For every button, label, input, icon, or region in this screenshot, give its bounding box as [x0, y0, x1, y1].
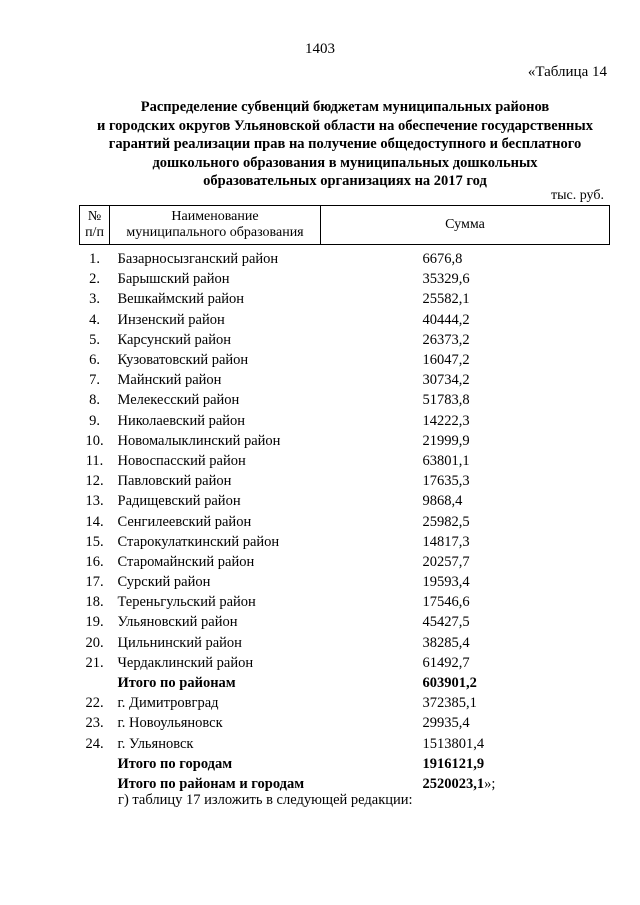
row-name: Радищевский район [117, 493, 241, 510]
header-name [110, 206, 321, 245]
row-name: Николаевский район [117, 412, 246, 429]
table-row [80, 612, 610, 632]
row-name: Сурский район [117, 574, 211, 591]
row-sum: 40444,2 [422, 311, 470, 328]
header-name-line2: муниципального образования [126, 225, 304, 240]
table-row [80, 310, 610, 330]
row-number: 15. [85, 533, 104, 550]
total-label: Итого по районам [117, 675, 236, 692]
row-number: 11. [85, 452, 104, 469]
row-sum: 17635,3 [422, 473, 470, 490]
row-sum: 19593,4 [422, 574, 470, 591]
title-line: и городских округов Ульяновской области на обеспечение государственных [96, 117, 593, 134]
document-title [60, 98, 630, 191]
row-number: 20. [85, 634, 104, 651]
row-number: 8. [89, 392, 100, 409]
table-row [80, 350, 610, 370]
total-sum [321, 673, 610, 693]
table-label: «Таблица 14 [527, 64, 607, 80]
table-row [80, 633, 610, 653]
table-body [80, 245, 610, 795]
total-sum-value: 2520023,1 [422, 775, 485, 792]
footer-note: г) таблицу 17 изложить в следующей редакции: [118, 792, 413, 808]
total-number-empty [80, 673, 110, 693]
total-sum-value: 603901,2 [422, 675, 477, 692]
row-name: Цильнинский район [117, 634, 242, 651]
row-number: 3. [89, 291, 100, 308]
row-name: Чердаклинский район [117, 654, 254, 671]
total-row [80, 754, 610, 774]
row-name: Сенгилеевский район [117, 513, 252, 530]
row-number: 22. [85, 695, 104, 712]
row-name: Кузоватовский район [117, 352, 249, 369]
row-sum: 25982,5 [422, 513, 470, 530]
row-name: Павловский район [117, 473, 232, 490]
row-number: 12. [85, 473, 104, 490]
table-row [80, 289, 610, 309]
row-name: г. Димитровград [117, 695, 219, 712]
row-name: г. Новоульяновск [117, 715, 223, 732]
row-number: 1. [89, 251, 100, 268]
row-number: 13. [85, 493, 104, 510]
row-number: 7. [89, 372, 100, 389]
row-sum: 35329,6 [422, 271, 470, 288]
row-name: Барышский район [117, 271, 230, 288]
row-number: 10. [85, 432, 104, 449]
header-number-line2: п/п [85, 225, 104, 240]
row-number: 21. [85, 654, 104, 671]
row-sum: 30734,2 [422, 372, 470, 389]
closing-quote: »; [484, 775, 496, 792]
row-sum: 1513801,4 [422, 735, 485, 752]
table-row [80, 245, 610, 270]
row-number: 19. [85, 614, 104, 631]
row-sum: 63801,1 [422, 452, 470, 469]
row-number: 5. [89, 331, 100, 348]
table-row [80, 511, 610, 531]
row-sum: 38285,4 [422, 634, 470, 651]
row-name: Карсунский район [117, 331, 232, 348]
row-name: Инзенский район [117, 311, 225, 328]
row-name: Вешкаймский район [117, 291, 245, 308]
row-number: 16. [85, 553, 104, 570]
row-sum: 45427,5 [422, 614, 470, 631]
row-sum: 20257,7 [422, 553, 470, 570]
table-row [80, 693, 610, 713]
table-row [80, 713, 610, 733]
table-row [80, 491, 610, 511]
row-sum: 17546,6 [422, 594, 470, 611]
table-row [80, 431, 610, 451]
row-number: 17. [85, 574, 104, 591]
table-row [80, 653, 610, 673]
title-line: образовательных организациях на 2017 год [203, 173, 487, 189]
row-sum: 372385,1 [422, 695, 477, 712]
table-row [80, 269, 610, 289]
row-number: 14. [85, 513, 104, 530]
row-sum: 51783,8 [422, 392, 470, 409]
total-label: Итого по городам [117, 755, 233, 772]
row-sum: 25582,1 [422, 291, 470, 308]
row-name: г. Ульяновск [117, 735, 194, 752]
table-row [80, 592, 610, 612]
row-name: Ульяновский район [117, 614, 238, 631]
total-row [80, 673, 610, 693]
table-header-row [80, 206, 610, 245]
table-row [80, 330, 610, 350]
row-sum: 16047,2 [422, 352, 470, 369]
units-label: тыс. руб. [551, 188, 604, 203]
table-row [80, 411, 610, 431]
total-label: Итого по районам и городам [117, 775, 305, 792]
row-name: Мелекесский район [117, 392, 240, 409]
row-number: 2. [89, 271, 100, 288]
table-row [80, 734, 610, 754]
total-sum-value: 1916121,9 [422, 755, 485, 772]
header-sum: Сумма [321, 206, 610, 245]
table-row [80, 370, 610, 390]
subsidy-table [79, 205, 610, 794]
row-number: 18. [85, 594, 104, 611]
table-row [80, 451, 610, 471]
page-number: 1403 [305, 41, 335, 57]
row-name: Майнский район [117, 372, 222, 389]
row-sum: 6676,8 [422, 251, 463, 268]
row-name: Базарносызганский район [117, 251, 279, 268]
row-sum: 26373,2 [422, 331, 470, 348]
row-sum: 14222,3 [422, 412, 470, 429]
table-row [80, 552, 610, 572]
row-sum: 14817,3 [422, 533, 470, 550]
row-sum: 61492,7 [422, 654, 470, 671]
row-sum: 29935,4 [422, 715, 470, 732]
row-name: Новоспасский район [117, 452, 246, 469]
row-number: 6. [89, 352, 100, 369]
row-sum: 21999,9 [422, 432, 470, 449]
header-name-line1: Наименование [171, 209, 259, 224]
title-line: Распределение субвенций бюджетам муниципальных районов [140, 99, 550, 115]
total-number-empty [80, 774, 110, 794]
row-number: 4. [89, 311, 100, 328]
title-line: дошкольного образования в муниципальных дошкольных [152, 154, 538, 171]
row-number: 23. [85, 715, 104, 732]
row-number: 24. [85, 735, 104, 752]
row-name: Старокулаткинский район [117, 533, 280, 550]
table-row [80, 532, 610, 552]
row-number: 9. [89, 412, 100, 429]
header-number-line1: № [87, 209, 102, 224]
table-row [80, 471, 610, 491]
table-row [80, 390, 610, 410]
total-number-empty [80, 754, 110, 774]
title-line: гарантий реализации прав на получение общедоступного и бесплатного [108, 136, 582, 152]
row-sum: 9868,4 [422, 493, 463, 510]
header-number [80, 206, 110, 245]
table-row [80, 572, 610, 592]
row-name: Новомалыклинский район [117, 432, 281, 449]
total-sum [321, 754, 610, 774]
row-name: Тереньгульский район [117, 594, 256, 611]
row-name: Старомайнский район [117, 553, 255, 570]
